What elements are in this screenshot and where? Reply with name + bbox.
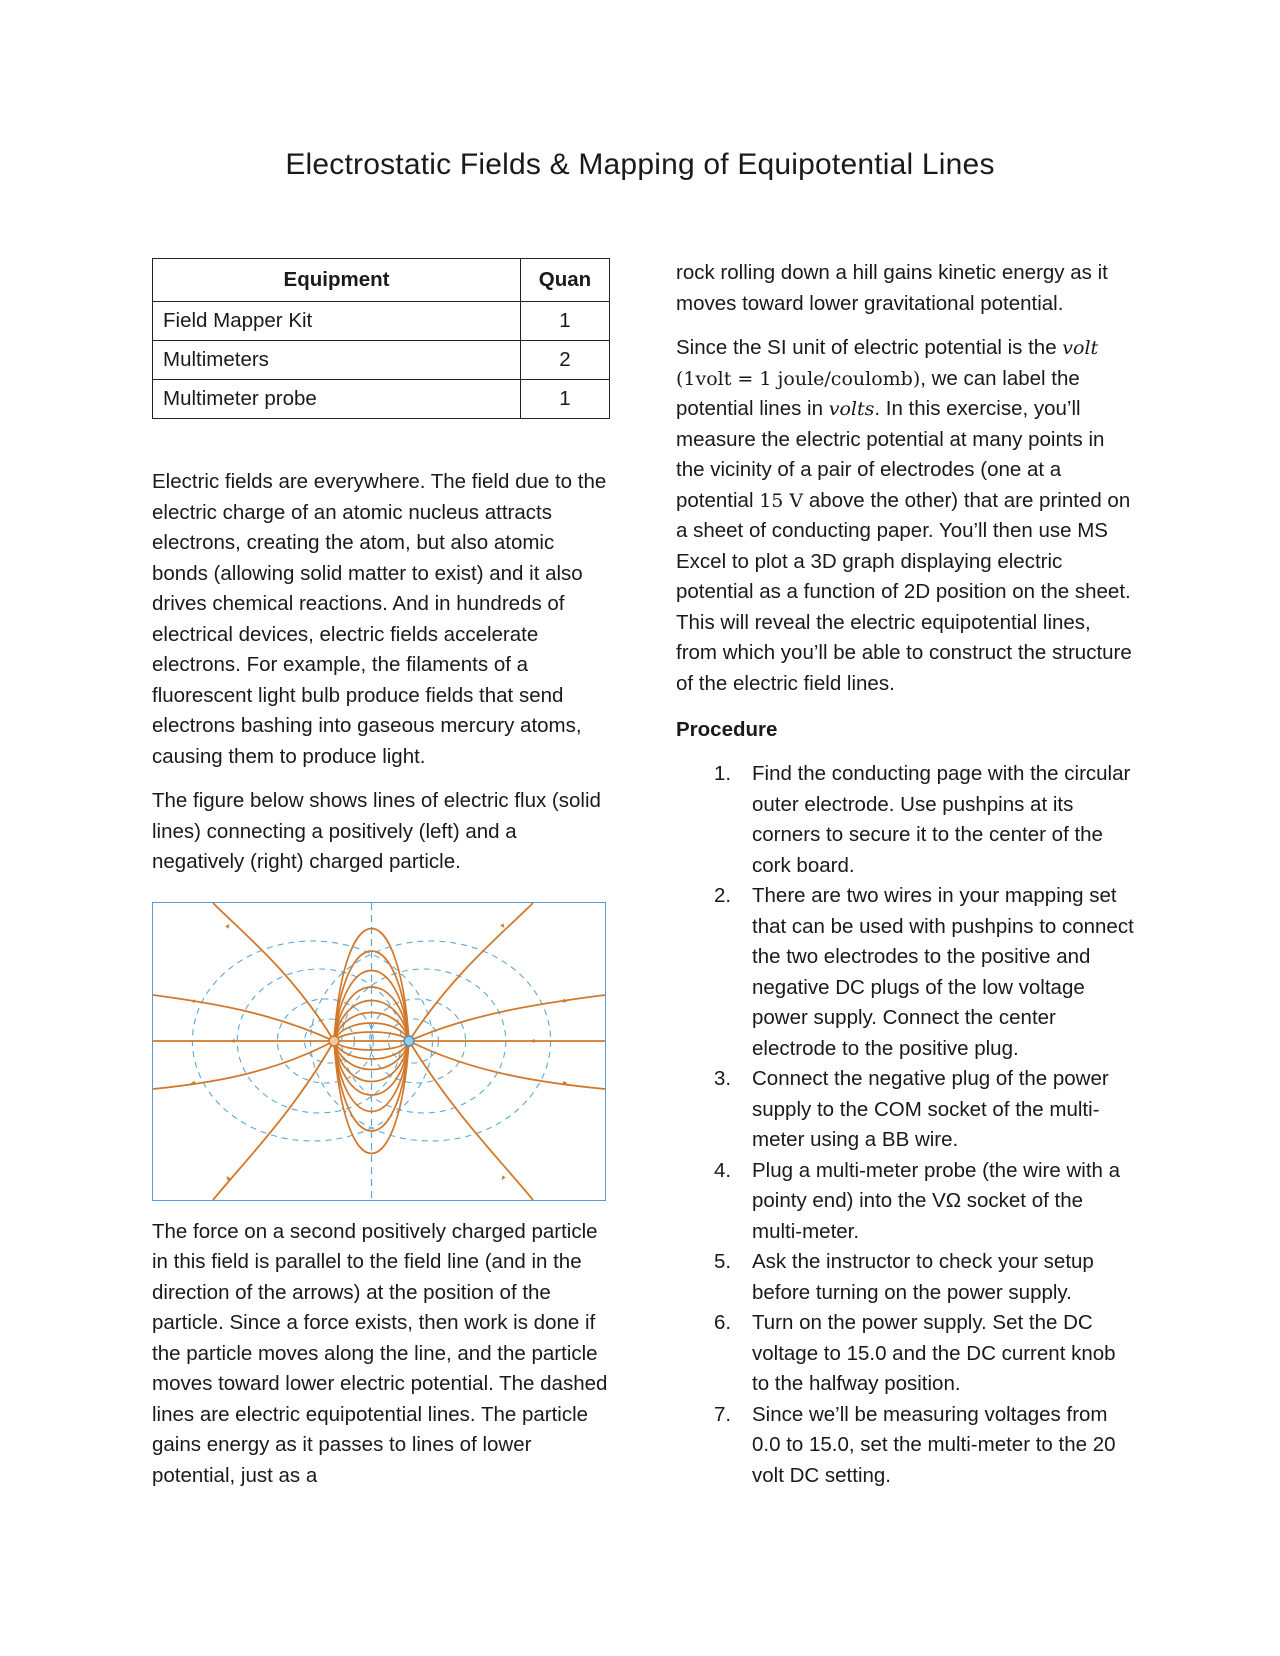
si-unit-paragraph: Since the SI unit of electric potential is the volt (1volt = 1 joule/coulomb), we can label the potential lines in volts. In this exercise, you’ll measure the electric potential at many points in the vicinity of a pair of electrodes (one at a potential 15 V above the other) that are printed on a sheet of conducting paper. You’ll then use MS Excel to plot a 3D graph displaying electric potential as a function of 2D position on the sheet. This will reveal the electric equipotential lines, from which you’ll be able to construct the structure of the electric field lines. [676,336,1132,695]
field-line [153,1041,334,1089]
math-unit-definition: (1volt = 1 joule/coulomb) [676,367,921,390]
field-line [213,903,334,1041]
table-cell: Field Mapper Kit [153,302,521,341]
field-line [409,1041,605,1089]
table-cell: 1 [521,380,610,419]
procedure-heading: Procedure [676,718,778,741]
column-header: Quan [521,259,610,302]
math-volts: volts [828,398,875,420]
table-header-row [153,259,610,302]
table-row [153,302,610,341]
procedure-list [676,759,1136,1491]
table-row [153,380,610,419]
negative-charge [404,1036,414,1046]
field-line [213,1041,334,1200]
continuation-paragraph: rock rolling down a hill gains kinetic energy as it moves toward lower gravitational potential. [676,261,1108,315]
table-cell: 2 [521,341,610,380]
force-paragraph: The force on a second positively charged particle in this field is parallel to the field line (and in the direction of the arrows) at the position of the particle. Since a force exists, then work is done if the particle moves along the line, and the particle moves toward lower electric potential. The dashed lines are electric equipotential lines. The particle gains energy as it passes to lines of lower potential, just as a [152,1219,608,1487]
electric-field-figure [152,902,606,1201]
left-column [152,258,612,1491]
positive-charge [329,1036,339,1046]
list-item: 1. Find the conducting page with the circular outer electrode. Use pushpins at its corners to secure it to the center of the cork board. [714,762,1131,877]
right-column [676,258,1136,1491]
table-cell: Multimeters [153,341,521,380]
table-cell: Multimeter probe [153,380,521,419]
table-row [153,341,610,380]
field-line [409,995,605,1041]
figure-intro-paragraph: The figure below shows lines of electric flux (solid lines) connecting a positively (left) and a negatively (right) charged particle. [152,789,601,873]
list-item: 5. Ask the instructor to check your setup before turning on the power supply. [714,1250,1094,1304]
intro-paragraph: Electric fields are everywhere. The field due to the electric charge of an atomic nucleus attracts electrons, creating the atom, but also atomic bonds (allowing solid matter to exist) and it also drives chemical reactions. And in hundreds of electrical devices, electric fields accelerate electrons. For example, the filaments of a fluorescent light bulb produce fields that send electrons bashing into gaseous mercury atoms, causing them to produce light. [152,470,607,768]
math-volt: volt [1062,337,1099,359]
column-header: Equipment [153,259,521,302]
list-item: 7. Since we’ll be measuring voltages from 0.0 to 15.0, set the multi-meter to the 20 volt DC setting. [714,1402,1116,1487]
table-cell: 1 [521,302,610,341]
page-title: Electrostatic Fields & Mapping of Equipotential Lines [285,148,995,181]
equipment-table [152,258,610,419]
list-item: 2. There are two wires in your mapping set that can be used with pushpins to connect the two electrodes to the positive and negative DC plugs of the low voltage power supply. Connect the center electrode to the positive plug. [714,884,1134,1060]
list-item: 4. Plug a multi-meter probe (the wire with a pointy end) into the VΩ socket of the multi-meter. [714,1158,1121,1243]
list-item: 3. Connect the negative plug of the power supply to the COM socket of the multi-meter using a BB wire. [714,1067,1109,1151]
list-item: 6. Turn on the power supply. Set the DC voltage to 15.0 and the DC current knob to the halfway position. [714,1311,1116,1395]
math-potential: 15 V [759,489,804,512]
